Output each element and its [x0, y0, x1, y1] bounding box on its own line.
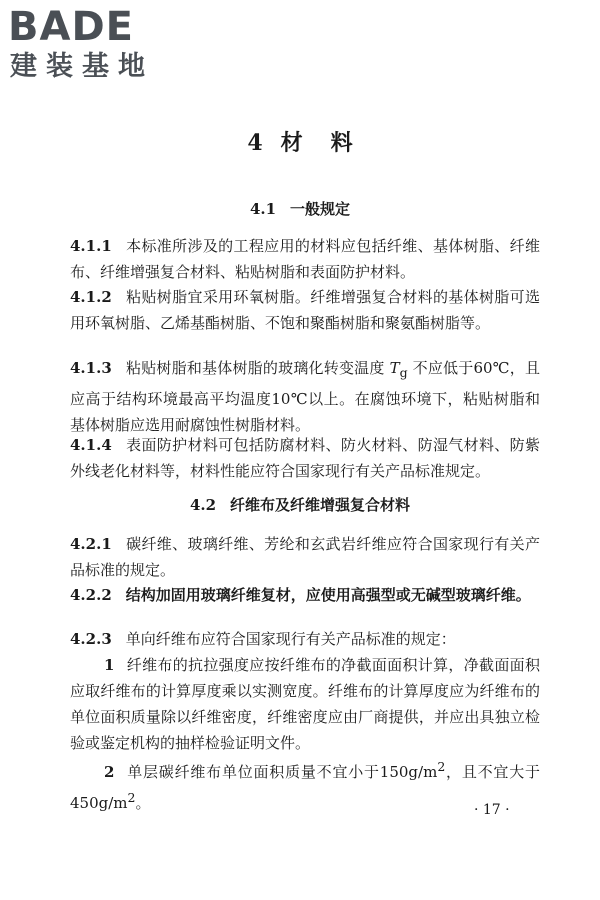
chapter-title-char-2: 料 [330, 130, 353, 156]
clause-text: 结构加固用玻璃纤维复材，应使用高强型或无碱型玻璃纤维。 [125, 586, 531, 604]
logo-text-en: BADE [8, 4, 134, 50]
section-heading-4-2 [0, 494, 600, 516]
clause-4-1-4 [70, 432, 540, 484]
logo-text-cn: 建装基地 [10, 51, 154, 82]
section-title: 纤维布及纤维增强复合材料 [230, 496, 411, 514]
section-number: 4.1 [249, 200, 277, 218]
item-number: 2 [104, 763, 115, 781]
symbol-subscript: g [399, 365, 408, 380]
clause-number: 4.2.3 [70, 630, 112, 648]
logo [8, 4, 154, 84]
clause-text-cont: 不应低于60℃，且应高于结构环境最高平均温度10℃以上。在腐蚀环境下，粘贴树脂和基体树脂应选用耐腐蚀性树脂材料。 [70, 359, 540, 434]
symbol-t: T [389, 359, 400, 377]
clause-4-2-3 [70, 626, 540, 652]
clause-4-1-3 [70, 355, 540, 438]
clause-4-1-2 [70, 284, 540, 336]
item-1 [70, 652, 540, 756]
unit-superscript: 2 [127, 790, 136, 805]
clause-number: 4.2.2 [70, 586, 112, 604]
clause-number: 4.1.1 [70, 237, 112, 255]
clause-text: 单向纤维布应符合国家现行有关产品标准的规定： [125, 630, 456, 648]
unit-superscript: 2 [437, 759, 446, 774]
clause-number: 4.1.3 [70, 359, 112, 377]
clause-text: 粘贴树脂宜采用环氧树脂。纤维增强复合材料的基体树脂可选用环氧树脂、乙烯基酯树脂、不饱和聚酯树脂和聚氨酯树脂等。 [70, 288, 540, 332]
clause-text: 本标准所涉及的工程应用的材料应包括纤维、基体树脂、纤维布、纤维增强复合材料、粘贴树脂和表面防护材料。 [70, 237, 540, 281]
clause-4-1-1 [70, 233, 540, 285]
item-text-cont: ，且不宜大于450g/m [70, 763, 540, 812]
clause-text: 表面防护材料可包括防腐材料、防火材料、防湿气材料、防紫外线老化材料等，材料性能应符合国家现行有关产品标准规定。 [70, 436, 540, 480]
item-text-end: 。 [135, 794, 151, 812]
item-2 [70, 754, 540, 816]
chapter-title-char-1: 材 [280, 130, 303, 156]
section-heading-4-1 [0, 198, 600, 220]
item-text: 纤维布的抗拉强度应按纤维布的净截面面积计算，净截面面积应取纤维布的计算厚度乘以实测宽度。纤维布的计算厚度应为纤维布的单位面积质量除以纤维密度，纤维密度应由厂商提供，并应出具独立检验或鉴定机构的抽样检验证明文件。 [70, 656, 540, 752]
item-number: 1 [104, 656, 115, 674]
page-number: · 17 · [474, 802, 510, 818]
clause-4-2-1 [70, 531, 540, 583]
chapter-number: 4 [247, 130, 263, 156]
clause-number: 4.1.2 [70, 288, 112, 306]
section-number: 4.2 [189, 496, 217, 514]
section-title: 一般规定 [290, 200, 351, 218]
clause-text: 粘贴树脂和基体树脂的玻璃化转变温度 [125, 359, 385, 377]
item-text: 单层碳纤维布单位面积质量不宜小于150g/m [126, 763, 438, 781]
chapter-title [0, 128, 600, 158]
clause-text: 碳纤维、玻璃纤维、芳纶和玄武岩纤维应符合国家现行有关产品标准的规定。 [70, 535, 540, 579]
clause-number: 4.2.1 [70, 535, 112, 553]
clause-number: 4.1.4 [70, 436, 112, 454]
clause-4-2-2 [70, 582, 540, 608]
